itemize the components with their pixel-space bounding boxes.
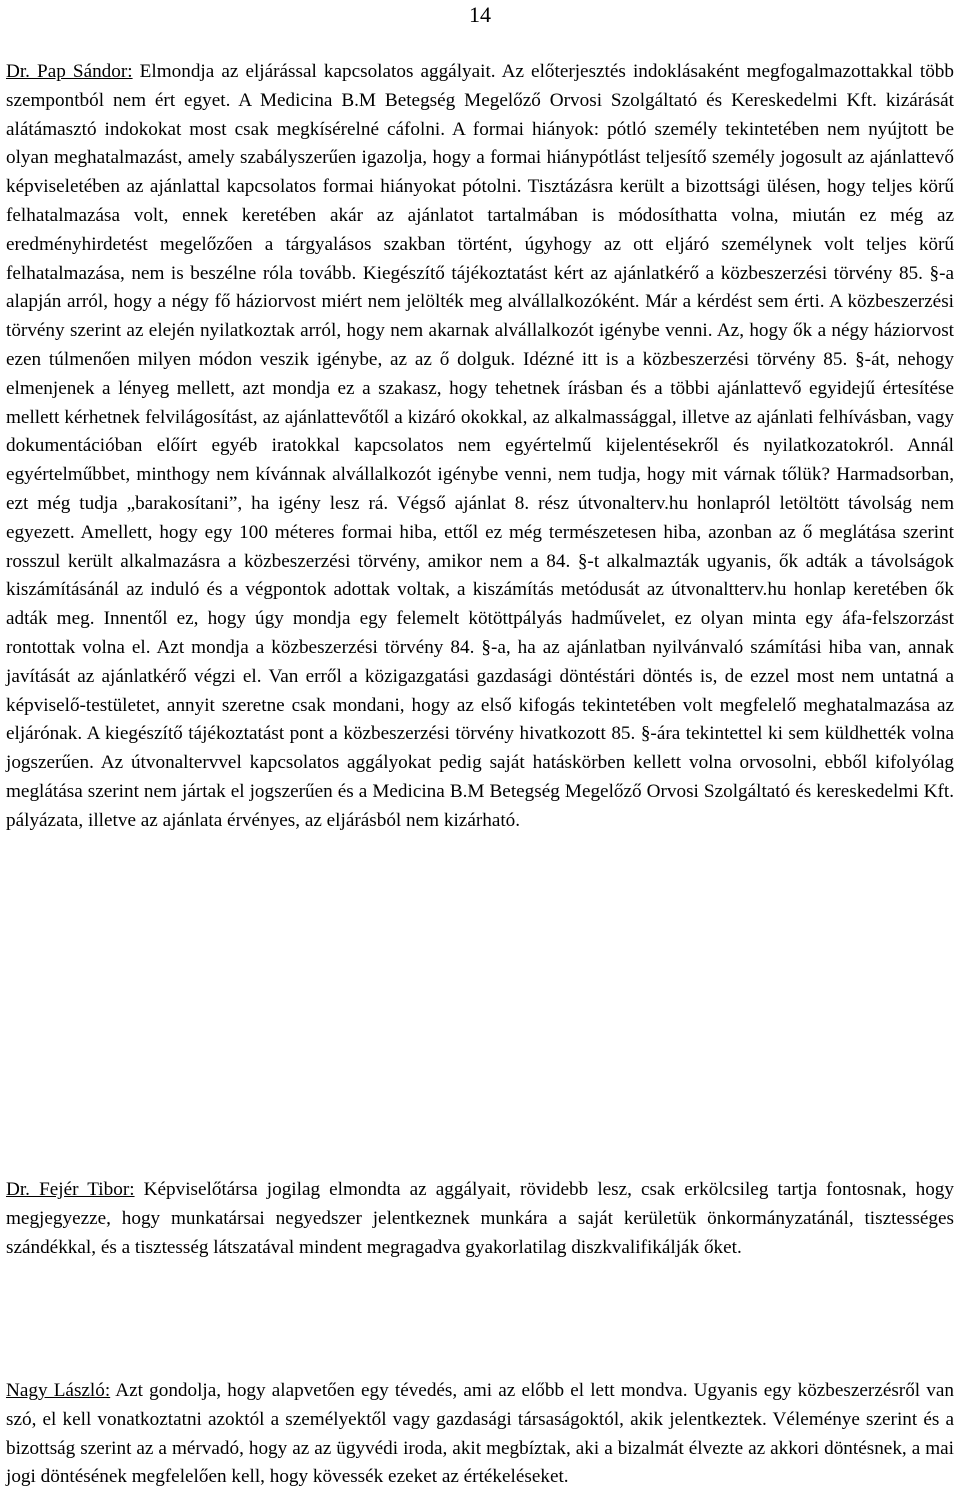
paragraph-nagy-laszlo — [6, 1377, 954, 1492]
speaker-name: Dr. Pap Sándor: — [6, 61, 133, 82]
speaker-name: Dr. Fejér Tibor: — [6, 1179, 135, 1200]
page-number: 14 — [469, 2, 491, 27]
paragraph-text: Képviselőtársa jogilag elmondta az aggályait, rövidebb lesz, csak erkölcsileg tartja fontosnak, hogy megjegyezze, hogy munkatársai negyedszer jelentkeznek munkára a saját kerületük önkormányzatánál, tisztességes szándékkal, és a tisztesség látszatával mindent megragadva gyakorlatilag diszkvalifikálják őket. — [6, 1179, 954, 1258]
paragraph-text: Azt gondolja, hogy alapvetően egy tévedés, ami az előbb el lett mondva. Ugyanis egy közbeszerzésről van szó, el kell vonatkoztatni azoktól a személyektől vagy gazdasági társaságoktól, akik jelentkeztek. Véleménye szerint és a bizottság szerint az a mérvadó, hogy az az ügyvédi iroda, akit megbíztak, aki a bizalmát élvezte az akkori döntésnek, a mai jogi döntésének megfelelően kell, hogy kövessék ezeket az értékeléseket. — [6, 1380, 954, 1488]
speaker-name: Nagy László: — [6, 1380, 111, 1401]
paragraph-text: Elmondja az eljárással kapcsolatos aggályait. Az előterjesztés indoklásaként megfogalmazottakkal több szempontból nem ért egyet. A Medicina B.M Betegség Megelőző Orvosi Szolgáltató és Kereskedelmi Kft. kizárását alátámasztó indokokat most csak megkísérelné cáfolni. A formai hiányok: pótló személy tekintetében nem nyújtott be olyan meghatalmazást, amely szabályszerűen igazolja, hogy a formai hiánypótlást teljesítő személy jogosult az ajánlattevő képviseletében az ajánlattal kapcsolatos formai hiányokat pótolni. Tisztázásra került a bizottsági ülésen, hogy teljes körű felhatalmazása volt, ennek keretében akár az ajánlatot tartalmában is módosíthatta volna, miután ez még az eredményhirdetést megelőzően a tárgyalásos szakban történt, úgyhogy az ott eljáró személynek volt teljes körű felhatalmazása, nem is beszélne róla tovább. Kiegészítő tájékoztatást kért az ajánlatkérő a közbeszerzési törvény 85. §-a alapján arról, hogy a négy fő háziorvost miért nem jelölték meg alvállalkozóként. Már a kérdést sem érti. A közbeszerzési törvény szerint az elején nyilatkoztak arról, hogy nem akarnak alvállalkozót igénybe venni. Az, hogy ők a négy háziorvost ezen túlmenően milyen módon veszik igénybe, az az ő dolguk. Idézné itt is a közbeszerzési törvény 85. §-át, nehogy elmenjenek a lényeg mellett, azt mondja ez a szakasz, hogy tehetnek írásban és a többi ajánlattevő egyidejű értesítése mellett kérhetnek felvilágosítást, az ajánlattevőtől a kizáró okokkal, az alkalmassággal, illetve az ajánlati felhívásban, vagy dokumentációban előírt egyéb iratokkal kapcsolatos nem egyértelmű kijelentésekről és nyilatkozatokról. Annál egyértelműbbet, minthogy nem kívánnak alvállalkozót igénybe venni, nem tudja, hogy mit várnak tőlük? Harmadsorban, ezt még tudja „barakosítani”, ha igény lesz rá. Végső ajánlat 8. rész útvonalterv.hu honlapról letöltött távolság nem egyezett. Amellett, hogy egy 100 méteres formai hiba, ettől ez még természetesen hiba, azonban az ő meglátása szerint rosszul került alkalmazásra a közbeszerzési törvény, amikor nem a 84. §-t alkalmazták ugyanis, ők adták a távolságok kiszámításánál az induló és a végpontok adottak voltak, a kiszámítás metódusát az útvonaltterv.hu honlap keretében ők adták meg. Innentől ez, hogy úgy mondja egy felemelt kötöttpályás hadművelet, ez olyan minta egy áfa-felszorzást rontottak volna el. Azt mondja a közbeszerzési törvény 84. §-a, ha az ajánlatban nyilvánvaló számítási hiba van, annak javítását az ajánlatkérő végzi el. Van erről a közigazgatási gazdasági döntéstári döntés is, de ezzel most nem untatná a képviselő-testületet, annyit szeretne csak mondani, hogy az első kifogás tekintetében volt megfelelő meghatalmazása az eljárónak. A kiegészítő tájékoztatást pont a közbeszerzési törvény hivatkozott 85. §-ára tekintettel ki sem küldhették volna jogszerűen. Az útvonaltervvel kapcsolatos aggályokat pedig saját hatáskörben kellett volna orvosolni, ebből kifolyólag meglátása szerint nem jártak el jogszerűen és a Medicina B.M Betegség Megelőző Orvosi Szolgáltató és kereskedelmi Kft. pályázata, illetve az ajánlata érvényes, az eljárásból nem kizárható. — [6, 61, 954, 831]
paragraph-pap-sandor — [6, 58, 954, 836]
paragraph-fejer-tibor — [6, 1176, 954, 1262]
